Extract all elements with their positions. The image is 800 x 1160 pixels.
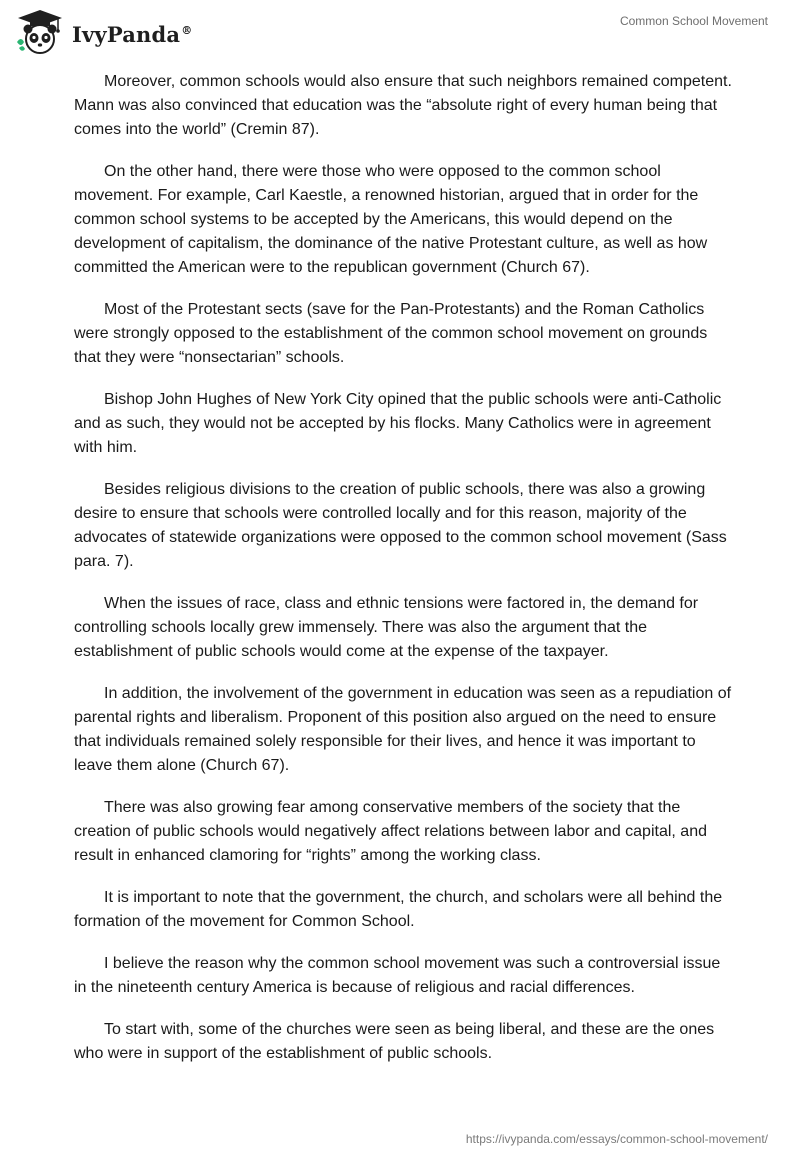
paragraph: On the other hand, there were those who were opposed to the common school movement. For example, Carl Kaestle, a renowned historian, argued that in order for the common school systems to be accepted by the Americans, this would depend on the development of capitalism, the dominance of the native Protestant culture, as well as how committed the American were to the republican government (Church 67). bbox=[74, 163, 708, 276]
paragraph: It is important to note that the government, the church, and scholars were all behind the formation of the movement for Common School. bbox=[74, 889, 723, 930]
paragraph: When the issues of race, class and ethnic tensions were factored in, the demand for controlling schools locally grew immensely. There was also the argument that the establishment of public schools would come at the expense of the taxpayer. bbox=[74, 595, 699, 660]
document-title: Common School Movement bbox=[619, 14, 768, 28]
paragraph: Moreover, common schools would also ensure that such neighbors remained competent. Mann was also convinced that education was the “absolute right of every human being that comes into the world” (Cremin 87). bbox=[74, 73, 732, 138]
paragraph: There was also growing fear among conservative members of the society that the creation of public schools would negatively affect relations between labor and capital, and result in enhanced clamoring for “rights” among the working class. bbox=[74, 799, 707, 864]
registered-mark: ® bbox=[181, 23, 193, 37]
brand-text: IvyPanda bbox=[72, 21, 181, 47]
paragraph: In addition, the involvement of the government in education was seen as a repudiation of parental rights and liberalism. Proponent of this position also argued on the need to ensure that individuals remained solely responsible for their lives, and hence it was important to leave them alone (Church 67). bbox=[74, 685, 732, 774]
page-header bbox=[0, 0, 800, 60]
paragraph: Bishop John Hughes of New York City opined that the public schools were anti-Catholic and as such, they would not be accepted by his flocks. Many Catholics were in agreement with him. bbox=[74, 391, 722, 456]
paragraph: I believe the reason why the common school movement was such a controversial issue in the nineteenth century America is because of religious and racial differences. bbox=[74, 955, 721, 996]
paragraph: Most of the Protestant sects (save for the Pan-Protestants) and the Roman Catholics were strongly opposed to the establishment of the common school movement on grounds that they were “nonsectarian” schools. bbox=[74, 301, 708, 366]
panda-graduate-icon bbox=[14, 8, 66, 56]
paragraph: To start with, some of the churches were seen as being liberal, and these are the ones who were in support of the establishment of public schools. bbox=[74, 1021, 715, 1062]
paragraph: Besides religious divisions to the creation of public schools, there was also a growing desire to ensure that schools were controlled locally and for this reason, majority of the advocates of statewide organizations were opposed to the common school movement (Sass para. 7). bbox=[74, 481, 727, 570]
essay-body bbox=[74, 70, 734, 1084]
brand-name bbox=[72, 22, 192, 47]
source-url-link[interactable]: https://ivypanda.com/essays/common-school-movement/ bbox=[465, 1132, 768, 1146]
ivypanda-logo[interactable] bbox=[14, 8, 192, 56]
